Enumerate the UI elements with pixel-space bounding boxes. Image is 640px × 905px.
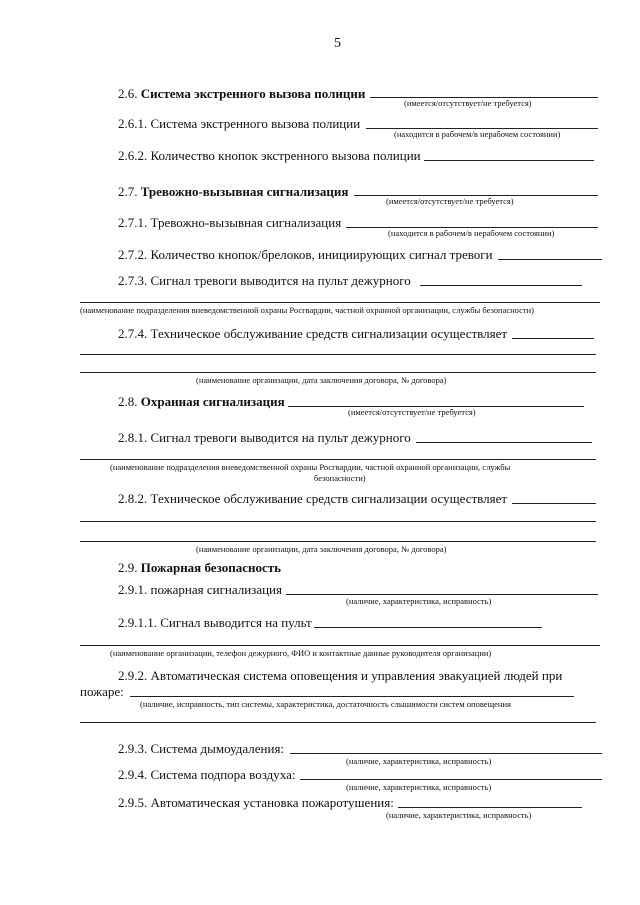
item-2-6-2: 2.6.2. Количество кнопок экстренного вызова полиции [118,148,421,163]
fill-line[interactable] [420,285,582,286]
item-2-7-4: 2.7.4. Техническое обслуживание средств сигнализации осуществляет [118,326,508,341]
item-2-9-1: 2.9.1. пожарная сигнализация [118,582,282,597]
item-2-9-5: 2.9.5. Автоматическая установка пожаротушения: [118,795,394,810]
fill-line[interactable] [512,338,594,339]
section-2-6-heading [118,86,365,101]
section-2-8-heading [118,394,285,409]
item-2-9-4: 2.9.4. Система подпора воздуха: [118,767,296,782]
field-hint: (наименование организации, дата заключения договора, № договора) [196,544,447,554]
fill-line[interactable] [300,779,602,780]
fill-line[interactable] [80,459,596,460]
fill-line[interactable] [130,696,574,697]
field-hint: (наименование организации, дата заключения договора, № договора) [196,375,447,385]
fill-line[interactable] [80,645,600,646]
fill-line[interactable] [290,753,602,754]
section-number: 2.9. [118,560,138,575]
fill-line[interactable] [286,594,598,595]
fill-line[interactable] [80,302,600,303]
item-2-9-3: 2.9.3. Система дымоудаления: [118,741,285,756]
field-hint: безопасности) [314,473,366,483]
section-title: Тревожно-вызывная сигнализация [140,184,349,199]
field-hint: (наличие, характеристика, исправность) [346,756,492,766]
section-2-7-heading [118,184,348,199]
item-2-6-1: 2.6.1. Система экстренного вызова полиции [118,116,361,131]
fill-line[interactable] [80,354,596,355]
fill-line[interactable] [398,807,582,808]
field-hint: (находится в рабочем/в нерабочем состоянии) [388,228,555,238]
item-2-7-2: 2.7.2. Количество кнопок/брелоков, инициирующих сигнал тревоги [118,247,493,262]
page-number: 5 [334,36,341,51]
section-number: 2.8. [118,394,138,409]
field-hint: (наименование подразделения вневедомственной охраны Росгвардии, частной охранной организации, службы безопасности) [80,305,534,315]
fill-line[interactable] [80,372,596,373]
field-hint: (имеется/отсутствует/не требуется) [404,98,532,108]
field-hint: (наименование подразделения вневедомственной охраны Росгвардии, частной охранной организации, службы [110,462,511,472]
field-hint: (наличие, характеристика, исправность) [386,810,532,820]
section-2-9-heading [118,560,281,575]
field-hint: (наличие, исправность, тип системы, характеристика, достаточность слышимости систем оповещения [140,699,511,709]
section-title: Система экстренного вызова полиции [140,86,366,101]
item-2-7-3: 2.7.3. Сигнал тревоги выводится на пульт дежурного [118,273,411,288]
fill-line[interactable] [80,521,596,522]
fill-line[interactable] [498,259,602,260]
item-2-7-1: 2.7.1. Тревожно-вызывная сигнализация [118,215,342,230]
field-hint: (имеется/отсутствует/не требуется) [348,407,476,417]
fill-line[interactable] [512,503,596,504]
field-hint: (имеется/отсутствует/не требуется) [386,196,514,206]
item-2-9-2-continued: пожаре: [80,684,124,699]
fill-line[interactable] [416,442,592,443]
fill-line[interactable] [424,160,594,161]
field-hint: (наименование организации, телефон дежурного, ФИО и контактные данные руководителя организации) [110,648,492,658]
section-number: 2.6. [118,86,138,101]
item-2-9-2: 2.9.2. Автоматическая система оповещения и управления эвакуацией людей при [118,668,563,683]
section-title: Охранная сигнализация [140,394,285,409]
field-hint: (наличие, характеристика, исправность) [346,782,492,792]
item-2-9-1-1: 2.9.1.1. Сигнал выводится на пульт [118,615,312,630]
item-2-8-1: 2.8.1. Сигнал тревоги выводится на пульт дежурного [118,430,411,445]
fill-line[interactable] [80,541,596,542]
field-hint: (наличие, характеристика, исправность) [346,596,492,606]
section-number: 2.7. [118,184,138,199]
fill-line[interactable] [80,722,596,723]
section-title: Пожарная безопасность [140,560,281,575]
item-2-8-2: 2.8.2. Техническое обслуживание средств сигнализации осуществляет [118,491,508,506]
field-hint: (находится в рабочем/в нерабочем состоянии) [394,129,561,139]
fill-line[interactable] [314,627,542,628]
